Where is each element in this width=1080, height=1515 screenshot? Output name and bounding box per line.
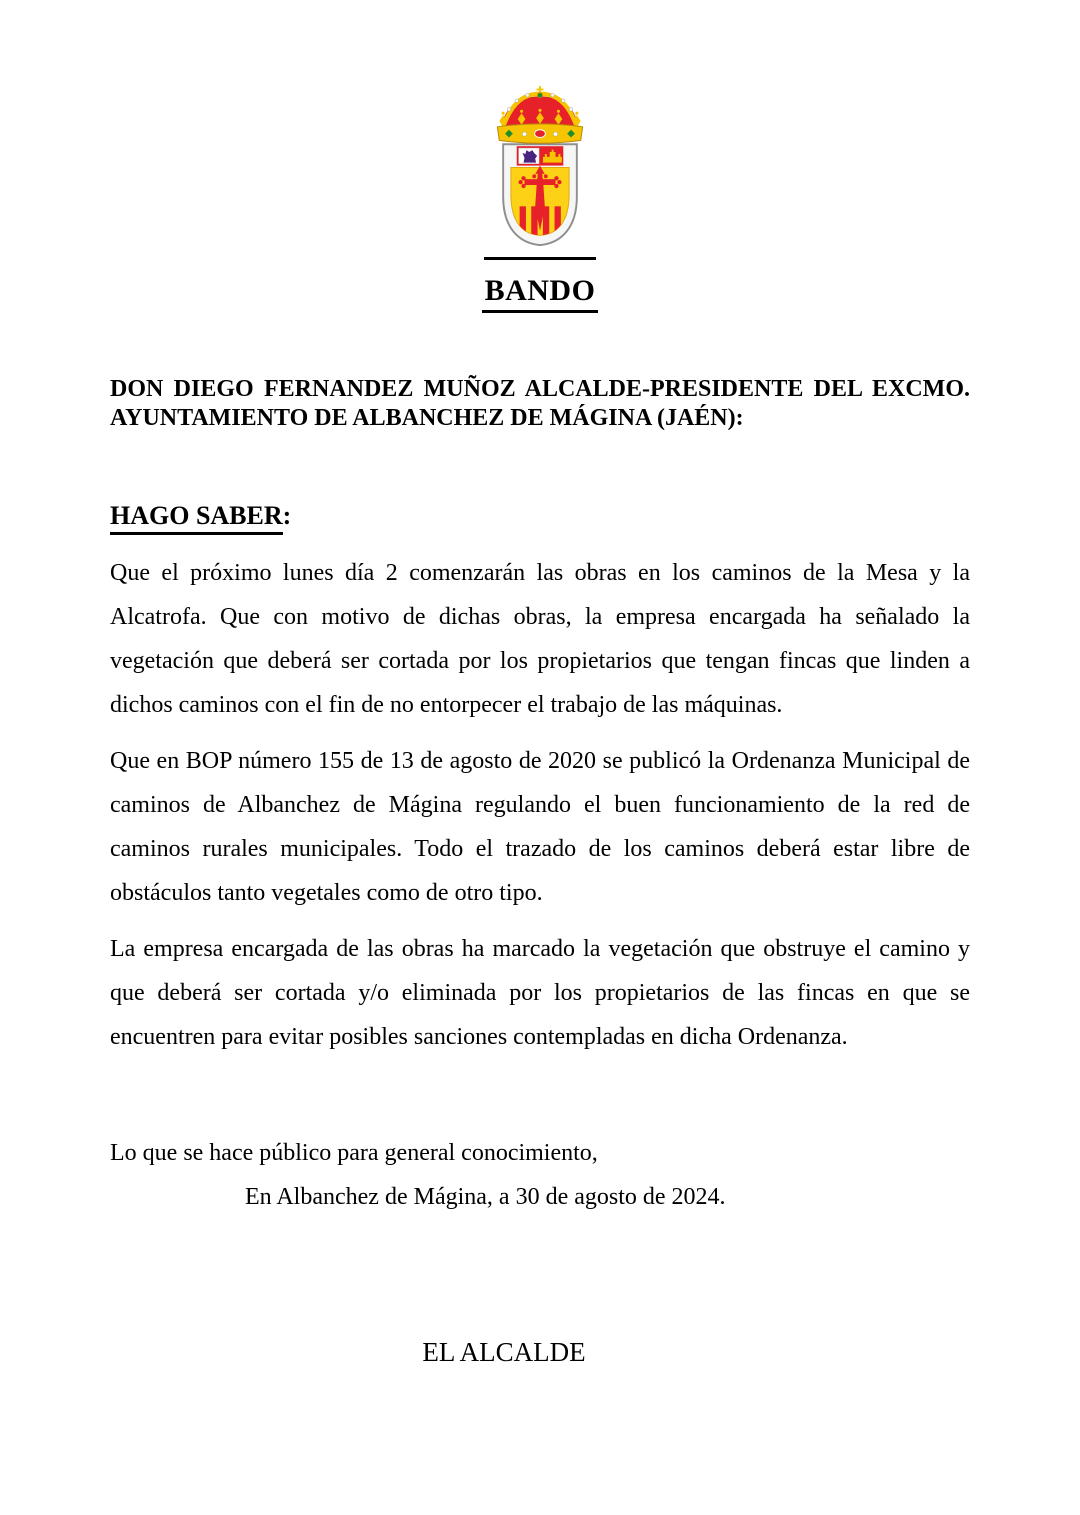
signature-title: EL ALCALDE	[422, 1337, 586, 1367]
date-line: En Albanchez de Mágina, a 30 de agosto de 2024.	[245, 1184, 726, 1210]
closing-block	[110, 1131, 970, 1219]
document-title-text: BANDO	[482, 274, 599, 313]
paragraph-empresa: La empresa encargada de las obras ha marcado la vegetación que obstruye el camino y que deberá ser cortada y/o eliminada por los propietarios de las fincas en que se encuentren para evitar posibles sanciones contempladas en dicha Ordenanza.	[110, 936, 970, 1050]
castile-leon-band	[517, 146, 564, 165]
body-text	[110, 551, 970, 1059]
hago-saber-colon: :	[282, 501, 292, 530]
paragraph-obras: Que el próximo lunes día 2 comenzarán las obras en los caminos de la Mesa y la Alcatrofa. Que con motivo de dichas obras, la empresa encargada ha señalado la vegetación que deberá ser cortada por los propietarios que tengan fincas que linden a dichos caminos con el fin de no entorpecer el trabajo de las máquinas.	[110, 560, 970, 718]
document-title	[110, 274, 970, 313]
shield	[503, 144, 577, 245]
paragraph-ordenanza: Que en BOP número 155 de 13 de agosto de 2020 se publicó la Ordenanza Municipal de caminos de Albanchez de Mágina regulando el buen funcionamiento de la red de caminos rurales municipales. Todo el trazado de los caminos deberá estar libre de obstáculos tanto vegetales como de otro tipo.	[110, 748, 970, 906]
mayor-heading	[110, 375, 970, 433]
mayor-heading-line1: DON DIEGO FERNANDEZ MUÑOZ ALCALDE-PRESIDENTE DEL EXCMO.	[110, 376, 970, 402]
mayor-heading-line2: AYUNTAMIENTO DE ALBANCHEZ DE MÁGINA (JAÉN):	[110, 405, 744, 431]
royal-crown-icon	[497, 86, 582, 143]
hago-saber-heading	[110, 501, 970, 531]
coat-of-arms-icon	[476, 84, 604, 253]
crest-divider-rule	[484, 257, 596, 260]
crest-container	[110, 0, 970, 253]
hago-saber-label: HAGO SABER	[110, 501, 283, 535]
closing-line: Lo que se hace público para general conocimiento,	[110, 1140, 598, 1166]
